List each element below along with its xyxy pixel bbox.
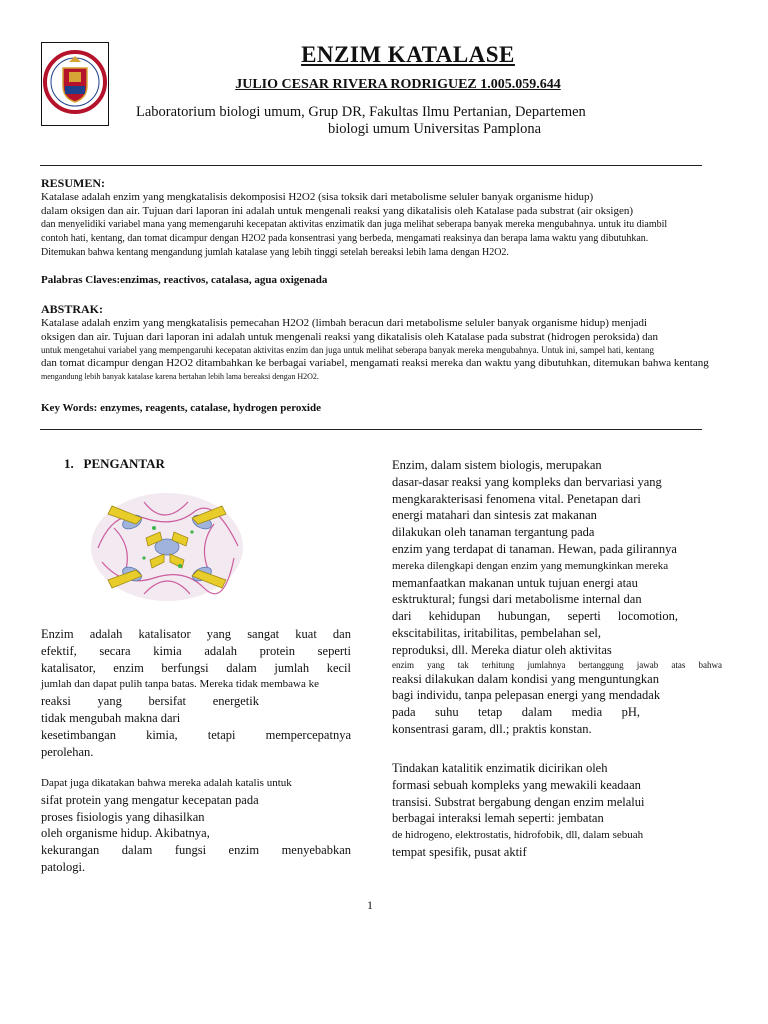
divider-top — [40, 165, 702, 166]
text-line: pada suhu tetap dalam media pH, — [392, 705, 640, 720]
affiliation — [136, 104, 606, 138]
resumen-line: dalam oksigen dan air. Tujuan dari laporan ini adalah untuk mengenali reaksi yang dikatalisis oleh Katalase pada substrat (air oksigen) — [41, 204, 634, 217]
text-line: transisi. Substrat bergabung dengan enzim melalui — [392, 794, 645, 809]
palabras-claves: Palabras Claves:enzimas, reactivos, catalasa, agua oxigenada — [41, 274, 328, 286]
abstrak-heading: ABSTRAK: — [41, 302, 104, 316]
abstrak-line: untuk mengetahui variabel yang mempengaruhi kecepatan aktivitas enzim dan juga untuk melihat seberapa banyak mereka mengubahnya. Untuk ini, sampel hati, kentang — [41, 345, 655, 355]
left-paragraph-1 — [41, 626, 351, 760]
resumen-line: contoh hati, kentang, dan tomat dicampur dengan H2O2 pada konsentrasi yang berbeda, mengamati reaksinya dan berapa lama waktu yang dibutuhkan. — [41, 233, 649, 244]
divider-bottom — [40, 429, 702, 430]
text-line: reaksi dilakukan dalam kondisi yang menguntungkan — [392, 671, 659, 686]
text-line: enzim yang terdapat di tanaman. Hewan, pada gilirannya — [392, 541, 677, 556]
text-line: dasar-dasar reaksi yang kompleks dan bervariasi yang — [392, 474, 662, 489]
text-line: reproduksi, dll. Mereka diatur oleh aktivitas — [392, 642, 612, 657]
page-number: 1 — [367, 898, 373, 912]
text-line: patologi. — [41, 859, 86, 874]
text-line: dari kehidupan hubungan, seperti locomotion, — [392, 609, 678, 624]
text-line: memanfaatkan makanan untuk tujuan energi atau — [392, 575, 638, 590]
text-line: tempat spesifik, pusat aktif — [392, 844, 527, 859]
text-line: bagi individu, tanpa pelepasan energi yang mendadak — [392, 688, 661, 703]
text-line: berbagai interaksi lemah seperti: jembatan — [392, 811, 604, 826]
text-line: jumlah dan dapat pulih tanpa batas. Mereka tidak membawa ke — [41, 678, 319, 691]
resumen-line: dan menyelidiki variabel mana yang memengaruhi kecepatan aktivitas enzimatik dan juga melihat seberapa banyak mereka mengubahnya. untuk itu diambil — [41, 219, 668, 230]
text-line: energi matahari dan sintesis zat makanan — [392, 508, 597, 523]
right-paragraph-1 — [392, 457, 744, 738]
abstrak-line: Katalase adalah enzim yang mengkatalisis pemecahan H2O2 (limbah beracun dari metabolisme seluler banyak organisme hidup) menjadi — [41, 317, 648, 329]
affiliation-line-1: Laboratorium biologi umum, Grup DR, Fakultas Ilmu Pertanian, Departemen — [136, 104, 586, 120]
text-line: Dapat juga dikatakan bahwa mereka adalah katalis untuk — [41, 777, 292, 789]
abstrak-line: oksigen dan air. Tujuan dari laporan ini adalah untuk mengenali reaksi yang dikatalisis oleh Katalase pada substrat (hidrogen peroksida) dan — [41, 330, 659, 343]
text-line: esktruktural; fungsi dari metabolisme internal dan — [392, 592, 642, 607]
text-line: formasi sebuah kompleks yang mewakili keadaan — [392, 777, 641, 792]
resumen-line: Katalase adalah enzim yang mengkatalisis dekomposisi H2O2 (sisa toksik dari metabolisme seluler banyak organisme hidup) — [41, 191, 594, 203]
abstrak-line: mengandung lebih banyak katalase karena bertahan lebih lama bereaksi dengan H2O2. — [41, 371, 319, 381]
text-line: enzim yang tak terhitung jumlahnya bertanggung jawab atas bahwa — [392, 659, 722, 670]
text-line: efektif, secara kimia adalah protein seperti — [41, 643, 351, 658]
text-line: mengkarakterisasi fenomena vital. Penetapan dari — [392, 491, 641, 506]
text-line: kekurangan dalam fungsi enzim menyebabkan — [41, 843, 351, 858]
text-line: ekscitabilitas, iritabilitas, pembelahan sel, — [392, 625, 601, 640]
protein-structure-image — [84, 488, 250, 606]
resumen-line: Ditemukan bahwa kentang mengandung jumlah katalase yang lebih tinggi setelah bereaksi lebih lama dengan H2O2. — [41, 247, 509, 258]
section-number: 1. — [64, 456, 74, 471]
text-line: Enzim adalah katalisator yang sangat kuat dan — [41, 627, 351, 641]
text-line: oleh organisme hidup. Akibatnya, — [41, 826, 210, 841]
text-line: kesetimbangan kimia, tetapi mempercepatnya — [41, 727, 351, 742]
author-line: JULIO CESAR RIVERA RODRIGUEZ 1.005.059.644 — [235, 77, 561, 92]
key-words: Key Words: enzymes, reagents, catalase, hydrogen peroxide — [41, 402, 321, 414]
text-line: proses fisiologis yang dihasilkan — [41, 809, 205, 824]
abstrak-section — [41, 302, 768, 382]
text-line: dilakukan oleh tanaman tergantung pada — [392, 525, 595, 540]
text-line: Tindakan katalitik enzimatik dicirikan oleh — [392, 761, 608, 775]
text-line: perolehan. — [41, 744, 94, 759]
paper-title: ENZIM KATALASE — [301, 42, 515, 67]
abstrak-line: dan tomat dicampur dengan H2O2 ditambahkan ke berbagai variabel, mengamati reaksi mereka dan waktu yang dibutuhkan, ditemukan bahwa kentang — [41, 357, 709, 369]
text-line: konsentrasi garam, dll.; praktis konstan. — [392, 721, 592, 736]
right-paragraph-2 — [392, 760, 730, 861]
section-title: PENGANTAR — [83, 456, 165, 471]
text-line: mereka dilengkapi dengan enzim yang memungkinkan mereka — [392, 559, 669, 572]
left-paragraph-2 — [41, 775, 366, 876]
text-line: tidak mengubah makna dari — [41, 710, 181, 725]
text-line: sifat protein yang mengatur kecepatan pada — [41, 792, 259, 807]
text-line: de hidrogeno, elektrostatis, hidrofobik, dll, dalam sebuah — [392, 829, 644, 842]
text-line: katalisator, enzim berfungsi dalam jumlah kecil — [41, 660, 351, 675]
resumen-heading: RESUMEN: — [41, 176, 106, 190]
section-heading — [64, 456, 165, 472]
affiliation-line-2: biologi umum Universitas Pamplona — [328, 121, 542, 137]
text-line: reaksi yang bersifat energetik — [41, 694, 259, 709]
resumen-section — [41, 176, 741, 260]
text-line: Enzim, dalam sistem biologis, merupakan — [392, 458, 602, 472]
